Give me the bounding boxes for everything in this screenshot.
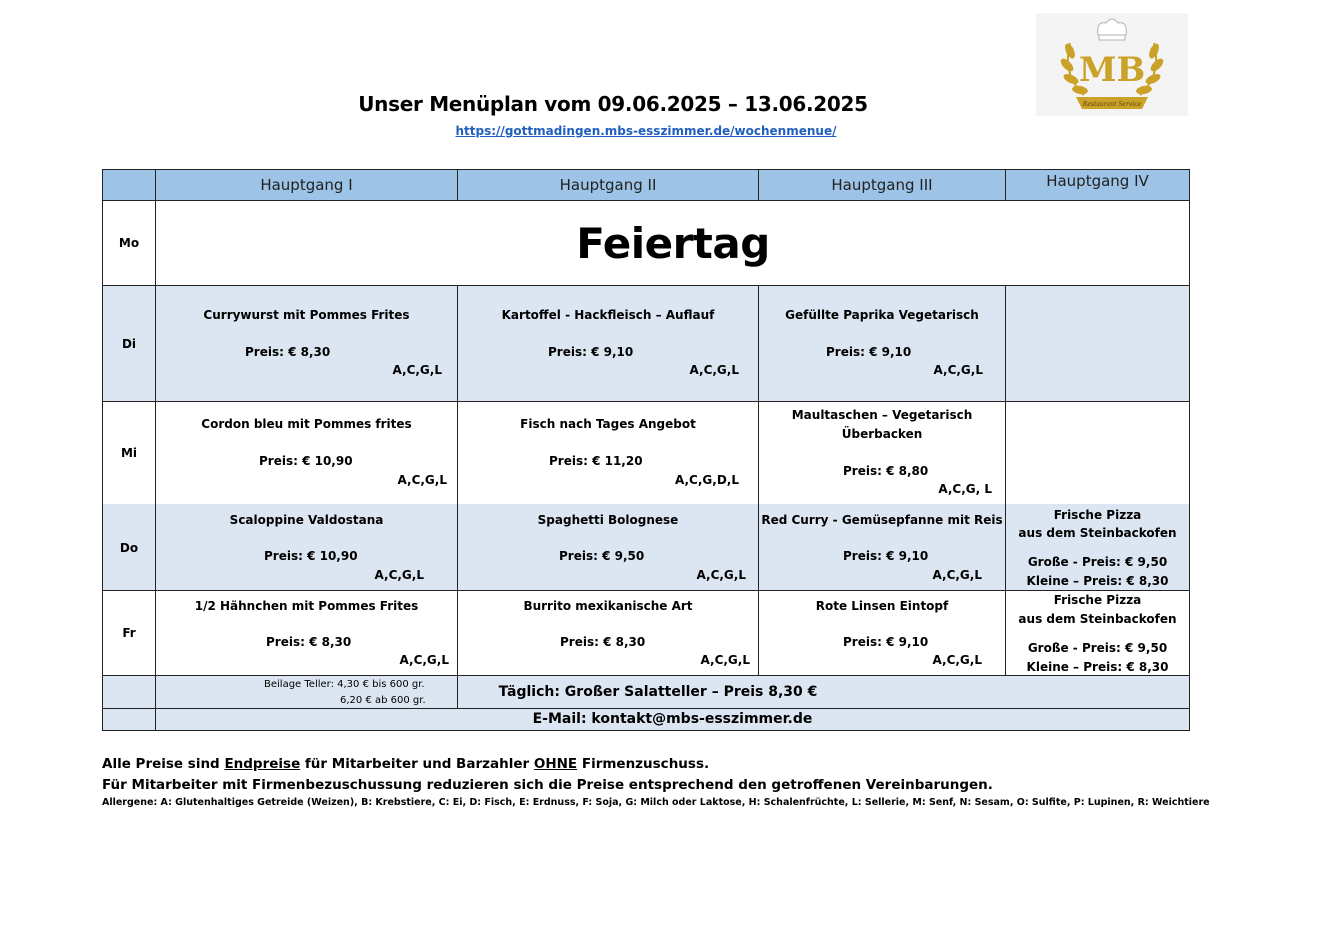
allergen-legend: Allergene: A: Glutenhaltiges Getreide (Weizen), B: Krebstiere, C: Ei, D: Fisch, E: Erdnuss, F: Soja, G: Milch oder Laktose, H: Schalenfrüchte, L: Sellerie, M: Senf, N: Sesam, O: Sulfite, P: Lupinen, R: Weichtiere <box>102 797 1210 808</box>
dish-price: Preis: € 8,30 <box>266 635 352 649</box>
dish-name-line1: Maultaschen – Vegetarisch <box>791 408 973 422</box>
day-label-mi: Mi <box>120 446 138 460</box>
dish-name: Scaloppine Valdostana <box>229 513 384 527</box>
dish-allergens: A,C,G, L <box>938 482 992 496</box>
page-title: Unser Menüplan vom 09.06.2025 – 13.06.2025 <box>358 92 868 116</box>
dish-allergens: A,C,G,L <box>700 653 750 667</box>
salad-offer: Täglich: Großer Salatteller – Preis 8,30 € <box>498 684 818 700</box>
contact-email[interactable]: E-Mail: kontakt@mbs-esszimmer.de <box>532 711 813 727</box>
day-label-fr: Fr <box>122 626 136 640</box>
column-header-4: Hauptgang IV <box>1046 172 1149 190</box>
dish-price: Preis: € 9,10 <box>843 635 929 649</box>
dish-name: Fisch nach Tages Angebot <box>520 417 696 431</box>
laurel-logo-icon <box>1036 13 1188 116</box>
column-header-3: Hauptgang III <box>831 176 933 194</box>
price-note: Alle Preise sind Endpreise für Mitarbeiter und Barzahler OHNE Firmenzuschuss. <box>102 756 710 772</box>
pizza-price-large: Große - Preis: € 9,50 <box>1027 641 1168 655</box>
svg-text:Restaurant Service: Restaurant Service <box>1082 101 1142 108</box>
dish-name: Burrito mexikanische Art <box>523 599 693 613</box>
dish-name: Red Curry - Gemüsepfanne mit Reis <box>761 513 1003 527</box>
dish-name-line2: Überbacken <box>841 427 923 441</box>
dish-price: Preis: € 9,50 <box>559 549 645 563</box>
discount-note: Für Mitarbeiter mit Firmenbezuschussung reduzieren sich die Preise entsprechend den getroffenen Vereinbarungen. <box>102 777 993 793</box>
dish-price: Preis: € 11,20 <box>549 454 643 468</box>
dish-price: Preis: € 10,90 <box>264 549 358 563</box>
dish-allergens: A,C,G,L <box>696 568 746 582</box>
dish-allergens: A,C,G,L <box>397 473 447 487</box>
dish-price: Preis: € 8,30 <box>245 345 331 359</box>
dish-name: Cordon bleu mit Pommes frites <box>201 417 412 431</box>
dish-allergens: A,C,G,L <box>374 568 424 582</box>
row-di-bg <box>102 285 1190 401</box>
dish-name: Gefüllte Paprika Vegetarisch <box>785 308 979 322</box>
logo <box>1036 13 1188 116</box>
pizza-price-large: Große - Preis: € 9,50 <box>1027 555 1168 569</box>
dish-price: Preis: € 8,30 <box>560 635 646 649</box>
menu-table <box>102 169 1190 731</box>
dish-name: Rote Linsen Eintopf <box>815 599 949 613</box>
dish-name: Spaghetti Bolognese <box>537 513 679 527</box>
dish-name: Kartoffel - Hackfleisch – Auflauf <box>501 308 715 322</box>
svg-text:MB: MB <box>1078 50 1146 90</box>
dish-price: Preis: € 8,80 <box>843 464 929 478</box>
column-header-2: Hauptgang II <box>559 176 657 194</box>
dish-allergens: A,C,G,L <box>689 363 739 377</box>
dish-allergens: A,C,G,L <box>399 653 449 667</box>
dish-price: Preis: € 9,10 <box>548 345 634 359</box>
dish-price: Preis: € 9,10 <box>843 549 929 563</box>
dish-price: Preis: € 10,90 <box>259 454 353 468</box>
dish-allergens: A,C,G,L <box>932 653 982 667</box>
pizza-price-small: Kleine – Preis: € 8,30 <box>1026 660 1169 674</box>
day-label-di: Di <box>121 337 137 351</box>
pizza-name-line2: aus dem Steinbackofen <box>1018 612 1177 626</box>
dish-name: 1/2 Hähnchen mit Pommes Frites <box>194 599 419 613</box>
day-label-do: Do <box>119 541 139 555</box>
dish-allergens: A,C,G,D,L <box>674 473 739 487</box>
dish-name: Currywurst mit Pommes Frites <box>203 308 410 322</box>
dish-allergens: A,C,G,L <box>933 363 983 377</box>
pizza-name-line2: aus dem Steinbackofen <box>1018 526 1177 540</box>
holiday-text: Feiertag <box>576 219 770 268</box>
side-dish-line1: Beilage Teller: 4,30 € bis 600 gr. <box>264 679 425 690</box>
pizza-name-line1: Frische Pizza <box>1053 508 1142 522</box>
day-label-mo: Mo <box>118 236 140 250</box>
dish-price: Preis: € 9,10 <box>826 345 912 359</box>
dish-allergens: A,C,G,L <box>392 363 442 377</box>
menu-link[interactable]: https://gottmadingen.mbs-esszimmer.de/wochenmenue/ <box>455 124 837 138</box>
pizza-name-line1: Frische Pizza <box>1053 593 1142 607</box>
side-dish-line2: 6,20 € ab 600 gr. <box>340 695 426 706</box>
column-header-1: Hauptgang I <box>260 176 353 194</box>
dish-allergens: A,C,G,L <box>932 568 982 582</box>
pizza-price-small: Kleine – Preis: € 8,30 <box>1026 574 1169 588</box>
